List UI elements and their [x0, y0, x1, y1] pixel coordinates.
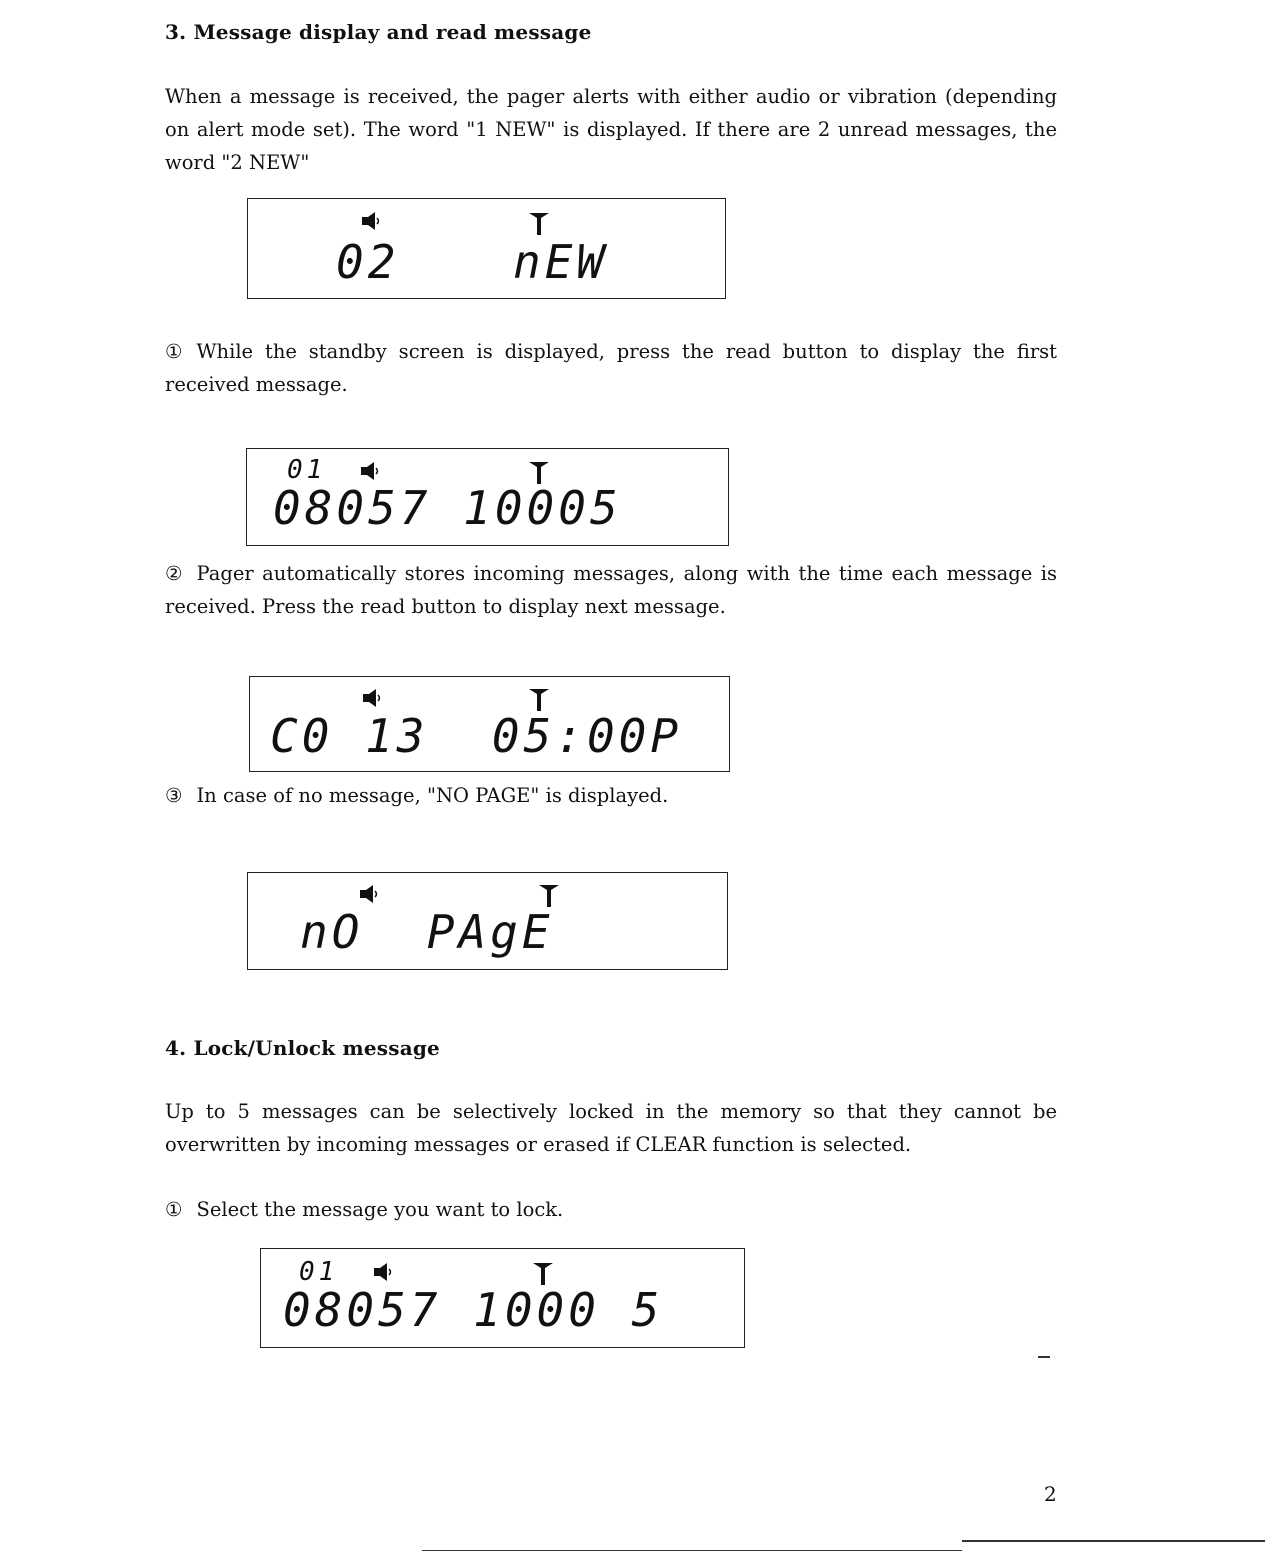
step-item — [165, 557, 1057, 623]
speaker-icon — [361, 688, 383, 708]
antenna-icon — [533, 1263, 553, 1285]
lcd-display-select-message — [260, 1248, 745, 1348]
antenna-icon — [529, 689, 549, 711]
bottom-rule — [962, 1540, 1265, 1542]
section-heading: 4. Lock/Unlock message — [165, 1036, 440, 1060]
step-marker: ① — [165, 1198, 183, 1221]
speaker-icon — [359, 461, 381, 481]
page-number: 2 — [1044, 1482, 1057, 1506]
step-item — [165, 1193, 1057, 1226]
step-text: In case of no message, "NO PAGE" is displayed. — [196, 784, 669, 807]
step-marker: ① — [165, 340, 183, 363]
step-marker: ③ — [165, 784, 183, 807]
step-text: While the standby screen is displayed, press the read button to display the first received message. — [165, 340, 1057, 396]
antenna-icon — [539, 885, 559, 907]
dash-mark — [1038, 1356, 1050, 1358]
lcd-count: 02 — [336, 235, 400, 289]
lcd-message: nO PAgE — [300, 905, 554, 959]
lcd-status: nEW — [513, 235, 609, 289]
lcd-message: 08057 10005 — [273, 481, 622, 535]
step-item — [165, 335, 1057, 401]
section-heading: 3. Message display and read message — [165, 20, 592, 44]
lcd-index: 01 — [299, 1257, 339, 1287]
step-text: Select the message you want to lock. — [196, 1198, 564, 1221]
lcd-display-no-page — [247, 872, 728, 970]
lcd-display-first-message — [246, 448, 729, 546]
lcd-message: 08057 1000 5 — [283, 1283, 664, 1337]
lcd-index: 01 — [287, 455, 327, 485]
lcd-message: C0 13 05:00P — [270, 709, 683, 763]
antenna-icon — [529, 213, 549, 235]
lcd-display-timestamp — [249, 676, 730, 772]
section-intro: When a message is received, the pager alerts with either audio or vibration (depending on alert mode set). The word "1 NEW" is displayed. If there are 2 unread messages, the word "2 NEW" — [165, 85, 1057, 174]
section-intro: Up to 5 messages can be selectively locked in the memory so that they cannot be overwritten by incoming messages or erased if CLEAR function is selected. — [165, 1100, 1057, 1156]
bottom-rule — [422, 1550, 962, 1551]
step-marker: ② — [165, 562, 183, 585]
step-item — [165, 779, 1057, 812]
lcd-display-new-messages — [247, 198, 726, 299]
step-text: Pager automatically stores incoming messages, along with the time each message is received. Press the read button to display next message. — [165, 562, 1057, 618]
speaker-icon — [360, 211, 382, 231]
speaker-icon — [358, 884, 380, 904]
speaker-icon — [372, 1262, 394, 1282]
